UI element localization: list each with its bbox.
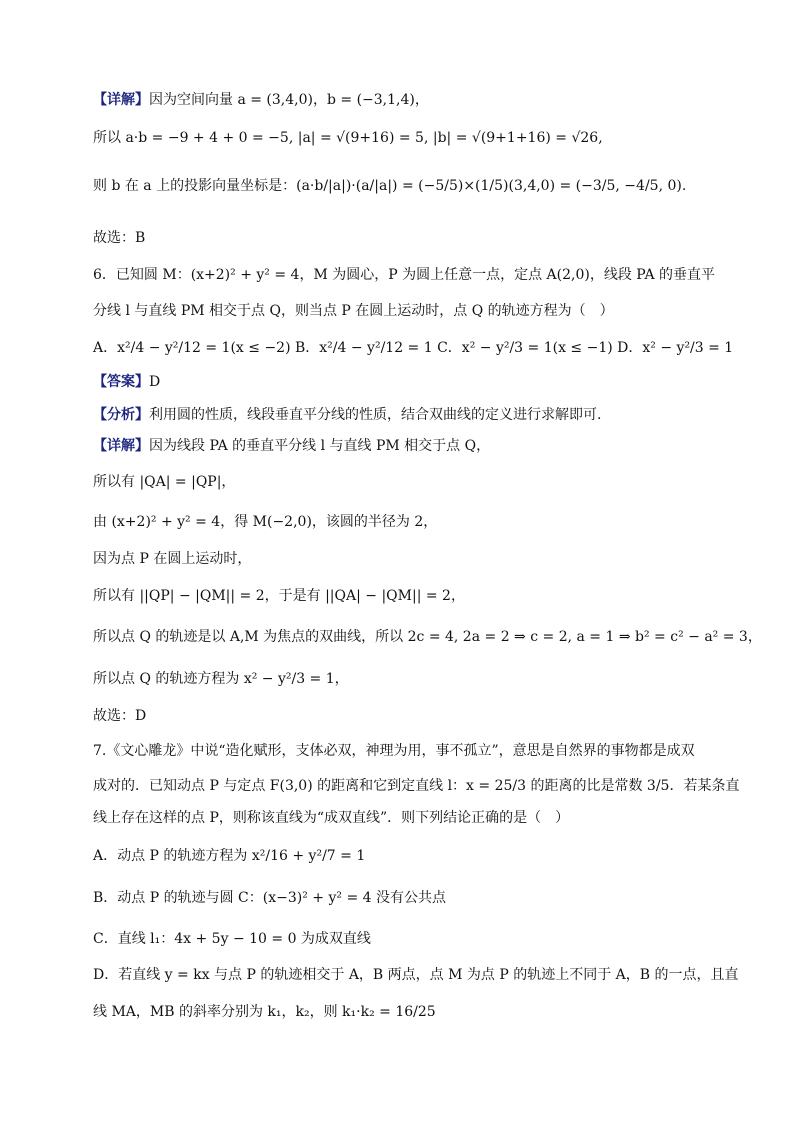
q6-detail-6: 所以点 Q 的轨迹是以 A,M 为焦点的双曲线，所以 2c = 4, 2a = 2 ⇒ c = 2, a = 1 ⇒ b² = c² − a² = 3， [93, 629, 762, 645]
line-projection: 则 b 在 a 上的投影向量坐标是：(a·b/|a|)·(a/|a|) = (−5/5)×(1/5)(3,4,0) = (−3/5, −4/5, 0). [93, 178, 687, 194]
section-tag: 【详解】 [93, 438, 149, 454]
q7-option-d-1: D．若直线 y = kx 与点 P 的轨迹相交于 A，B 两点，点 M 为点 P 的轨迹上不同于 A，B 的一点，且直 [93, 967, 739, 983]
q6-stem-2: 分线 l 与直线 PM 相交于点 Q，则当点 P 在圆上运动时，点 Q 的轨迹方程为（ ） [93, 303, 614, 319]
q6-detail-5: 所以有 ||QP| − |QM|| = 2，于是有 ||QA| − |QM|| = 2， [93, 588, 465, 604]
section-text: 因为线段 PA 的垂直平分线 l 与直线 PM 相交于点 Q， [149, 438, 491, 454]
q6-analysis [93, 405, 601, 425]
q6-select-d: 故选：D [93, 708, 147, 724]
q7-stem-3: 线上存在这样的点 P，则称该直线为“成双直线”．则下列结论正确的是（ ） [93, 810, 570, 826]
section-tag: 【详解】 [93, 92, 149, 108]
section-tag: 【分析】 [93, 407, 149, 423]
section-tag: 【答案】 [93, 374, 149, 390]
q6-detail-3: 由 (x+2)² + y² = 4，得 M(−2,0)，该圆的半径为 2， [93, 514, 438, 530]
q6-answer [93, 372, 160, 392]
q7-option-c: C．直线 l₁：4x + 5y − 10 = 0 为成双直线 [93, 931, 371, 947]
line-detail-vectors [93, 90, 429, 110]
q7-option-d-2: 线 MA，MB 的斜率分别为 k₁，k₂，则 k₁·k₂ = 16/25 [93, 1004, 436, 1020]
q6-detail-1 [93, 436, 490, 456]
q7-option-a: A．动点 P 的轨迹方程为 x²/16 + y²/7 = 1 [93, 848, 366, 864]
section-text: 因为空间向量 a = (3,4,0)，b = (−3,1,4)， [149, 92, 429, 108]
q7-stem-1: 7.《文心雕龙》中说“造化赋形，支体必双，神理为用，事不孤立”，意思是自然界的事物都是成双 [93, 743, 695, 759]
section-text: D [149, 374, 161, 390]
q7-option-b: B．动点 P 的轨迹与圆 C：(x−3)² + y² = 4 没有公共点 [93, 890, 446, 906]
q6-detail-2: 所以有 |QA| = |QP|， [93, 474, 236, 490]
q6-detail-4: 因为点 P 在圆上运动时， [93, 551, 252, 567]
q6-options: A．x²/4 − y²/12 = 1(x ≤ −2) B．x²/4 − y²/12 = 1 C．x² − y²/3 = 1(x ≤ −1) D．x² − y²/3 = 1 [93, 340, 734, 356]
q7-stem-2: 成对的．已知动点 P 与定点 F(3,0) 的距离和它到定直线 l：x = 25/3 的距离的比是常数 3/5．若某条直 [93, 778, 740, 794]
section-text: 利用圆的性质，线段垂直平分线的性质，结合双曲线的定义进行求解即可. [149, 407, 602, 423]
line-dot-product: 所以 a·b = −9 + 4 + 0 = −5, |a| = √(9+16) = 5, |b| = √(9+1+16) = √26, [93, 130, 603, 146]
line-answer-b: 故选：B [93, 230, 146, 246]
q6-stem-1: 6．已知圆 M：(x+2)² + y² = 4，M 为圆心，P 为圆上任意一点，定点 A(2,0)，线段 PA 的垂直平 [93, 267, 716, 283]
q6-detail-7: 所以点 Q 的轨迹方程为 x² − y²/3 = 1， [93, 671, 349, 687]
